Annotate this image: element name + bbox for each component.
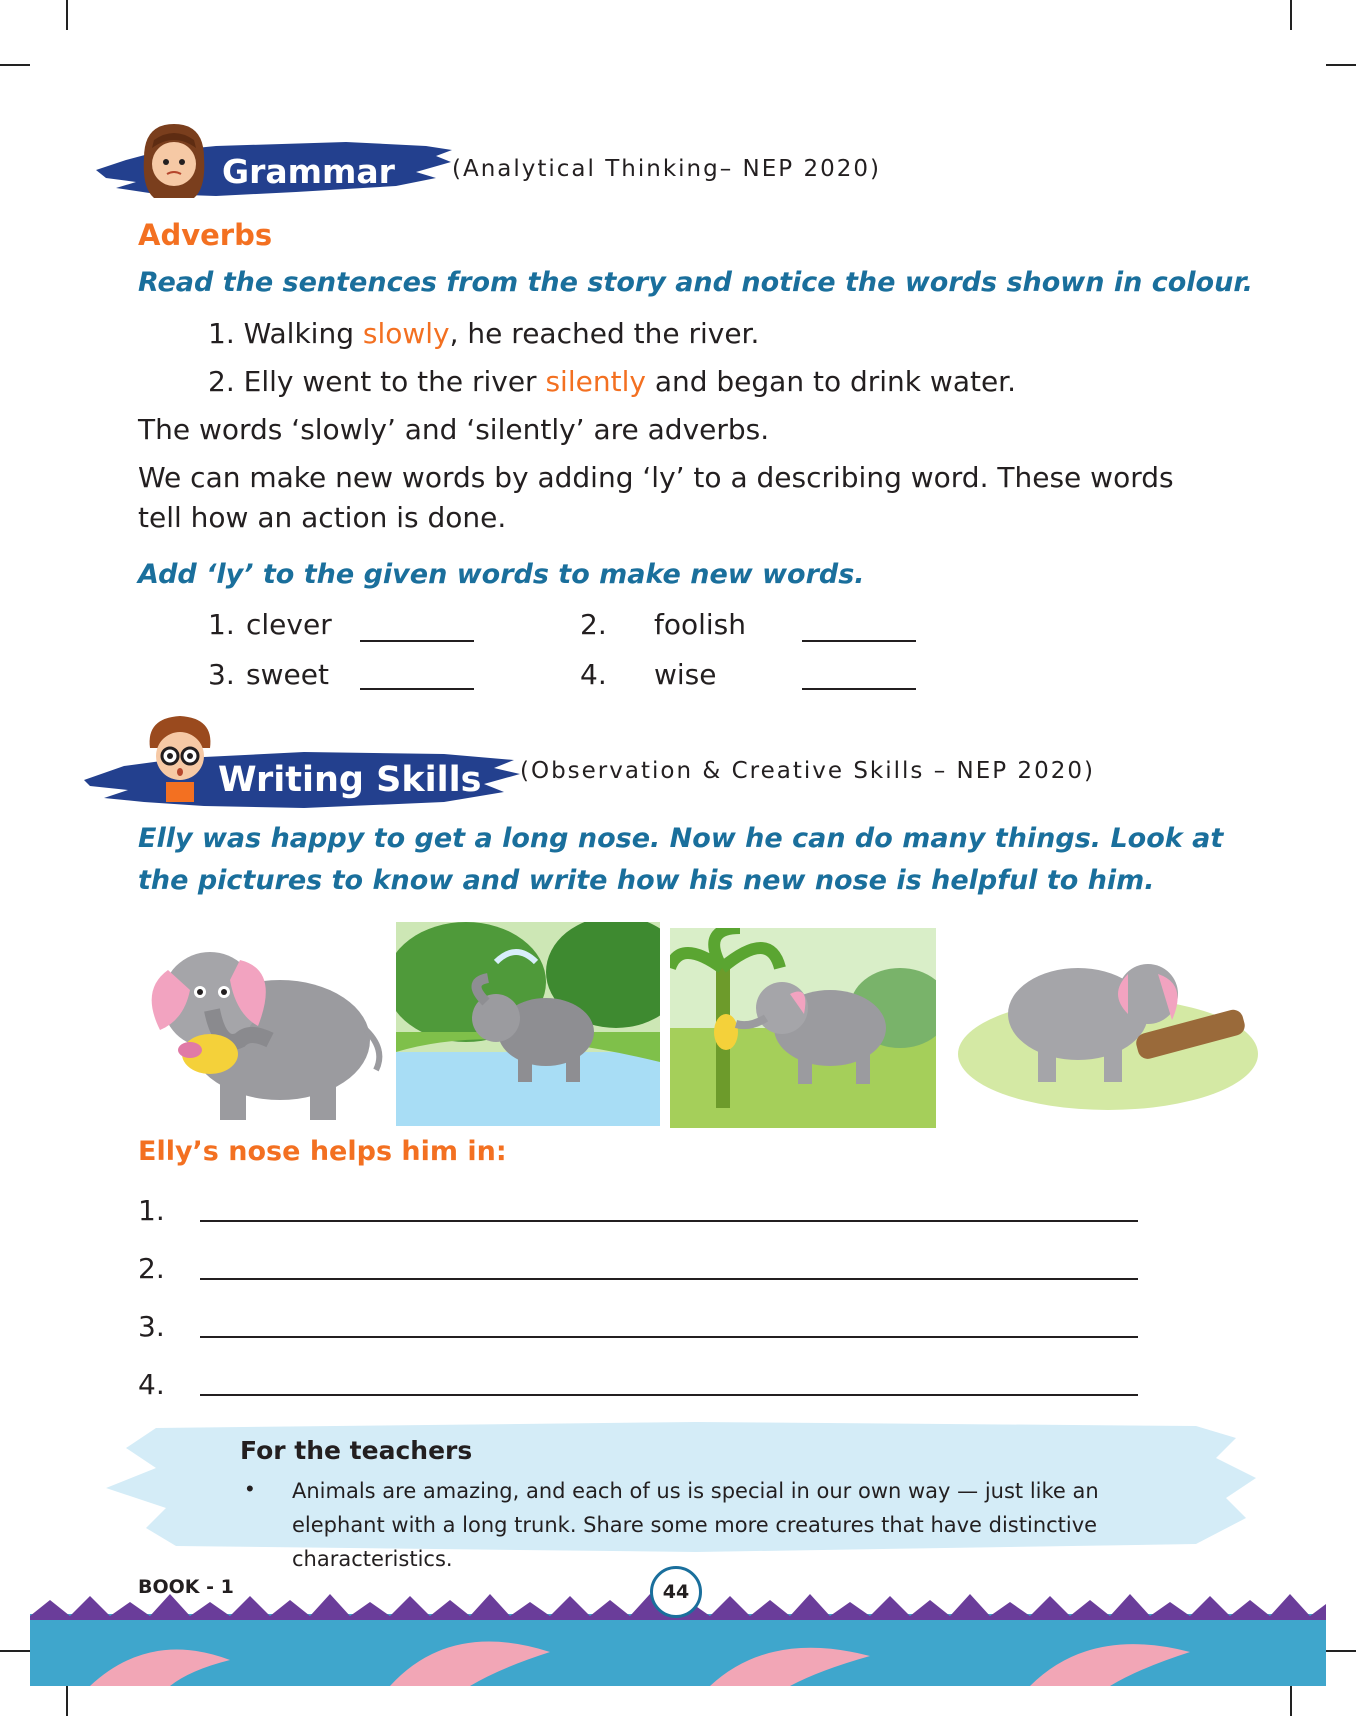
writing-instruction: Elly was happy to get a long nose. Now he can do many things. Look at the pictures to know and write how his new nose is helpful to him. xyxy=(138,823,1224,896)
exercise-num: 1. xyxy=(208,608,235,641)
book-label: BOOK - 1 xyxy=(138,1576,234,1598)
adverb-highlight: slowly xyxy=(362,317,450,350)
writing-banner xyxy=(84,710,524,816)
answer-number: 2. xyxy=(138,1252,165,1285)
answer-number: 3. xyxy=(138,1310,165,1343)
crop-mark xyxy=(0,64,30,66)
exercise-num: 2. xyxy=(580,608,607,641)
grammar-instruction: Read the sentences from the story and notice the words shown in colour. xyxy=(138,267,1254,298)
crop-mark xyxy=(1326,64,1356,66)
exercise-word: sweet xyxy=(246,658,329,691)
adverbs-heading: Adverbs xyxy=(138,218,273,252)
exercise-word: wise xyxy=(654,658,717,691)
answer-blank[interactable] xyxy=(360,688,474,690)
writing-subtitle: (Observation & Creative Skills – NEP 2020) xyxy=(520,758,1095,784)
elephant-bananas-picture xyxy=(140,930,390,1120)
crop-mark xyxy=(1290,0,1292,30)
page-number: 44 xyxy=(650,1566,702,1618)
answer-number: 1. xyxy=(138,1194,165,1227)
paragraph-ly: We can make new words by adding ‘ly’ to a describing word. These words tell how an action is done. xyxy=(138,461,1174,534)
grammar-title: Grammar xyxy=(222,152,395,191)
answer-line[interactable] xyxy=(200,1394,1138,1396)
bullet-icon: • xyxy=(246,1476,254,1501)
answer-blank[interactable] xyxy=(802,688,916,690)
teacher-note-title: For the teachers xyxy=(240,1436,473,1465)
girl-mascot-icon xyxy=(134,118,214,208)
elephant-river-picture xyxy=(396,922,660,1126)
answer-heading: Elly’s nose helps him in: xyxy=(138,1136,507,1167)
crop-mark xyxy=(0,1650,30,1652)
grammar-banner xyxy=(96,112,456,208)
teacher-note-text: Animals are amazing, and each of us is special in our own way — just like an elephant with a long trunk. Share some more creatures that have distinctive characteristics. xyxy=(292,1479,1099,1571)
answer-line[interactable] xyxy=(200,1336,1138,1338)
elephant-log-picture xyxy=(958,934,1258,1110)
crop-mark xyxy=(66,1686,68,1716)
exercise-instruction: Add ‘ly’ to the given words to make new words. xyxy=(138,559,865,590)
exercise-word: clever xyxy=(246,608,332,641)
exercise-num: 4. xyxy=(580,658,607,691)
exercise-word: foolish xyxy=(654,608,747,641)
answer-line[interactable] xyxy=(200,1220,1138,1222)
writing-title: Writing Skills xyxy=(218,760,482,800)
elephant-banana-tree-picture xyxy=(670,928,936,1128)
exercise-num: 3. xyxy=(208,658,235,691)
adverb-highlight: silently xyxy=(545,365,646,398)
sentence-1: 1. Walking slowly, he reached the river. xyxy=(208,317,760,350)
crop-mark xyxy=(66,0,68,30)
answer-blank[interactable] xyxy=(802,640,916,642)
answer-blank[interactable] xyxy=(360,640,474,642)
answer-number: 4. xyxy=(138,1368,165,1401)
crop-mark xyxy=(1326,1650,1356,1652)
crop-mark xyxy=(1290,1686,1292,1716)
sentence-2: 2. Elly went to the river silently and began to drink water. xyxy=(208,365,1017,398)
boy-mascot-icon xyxy=(138,710,224,810)
grammar-subtitle: (Analytical Thinking– NEP 2020) xyxy=(452,156,881,182)
answer-line[interactable] xyxy=(200,1278,1138,1280)
paragraph-adverbs: The words ‘slowly’ and ‘silently’ are adverbs. xyxy=(138,413,770,446)
